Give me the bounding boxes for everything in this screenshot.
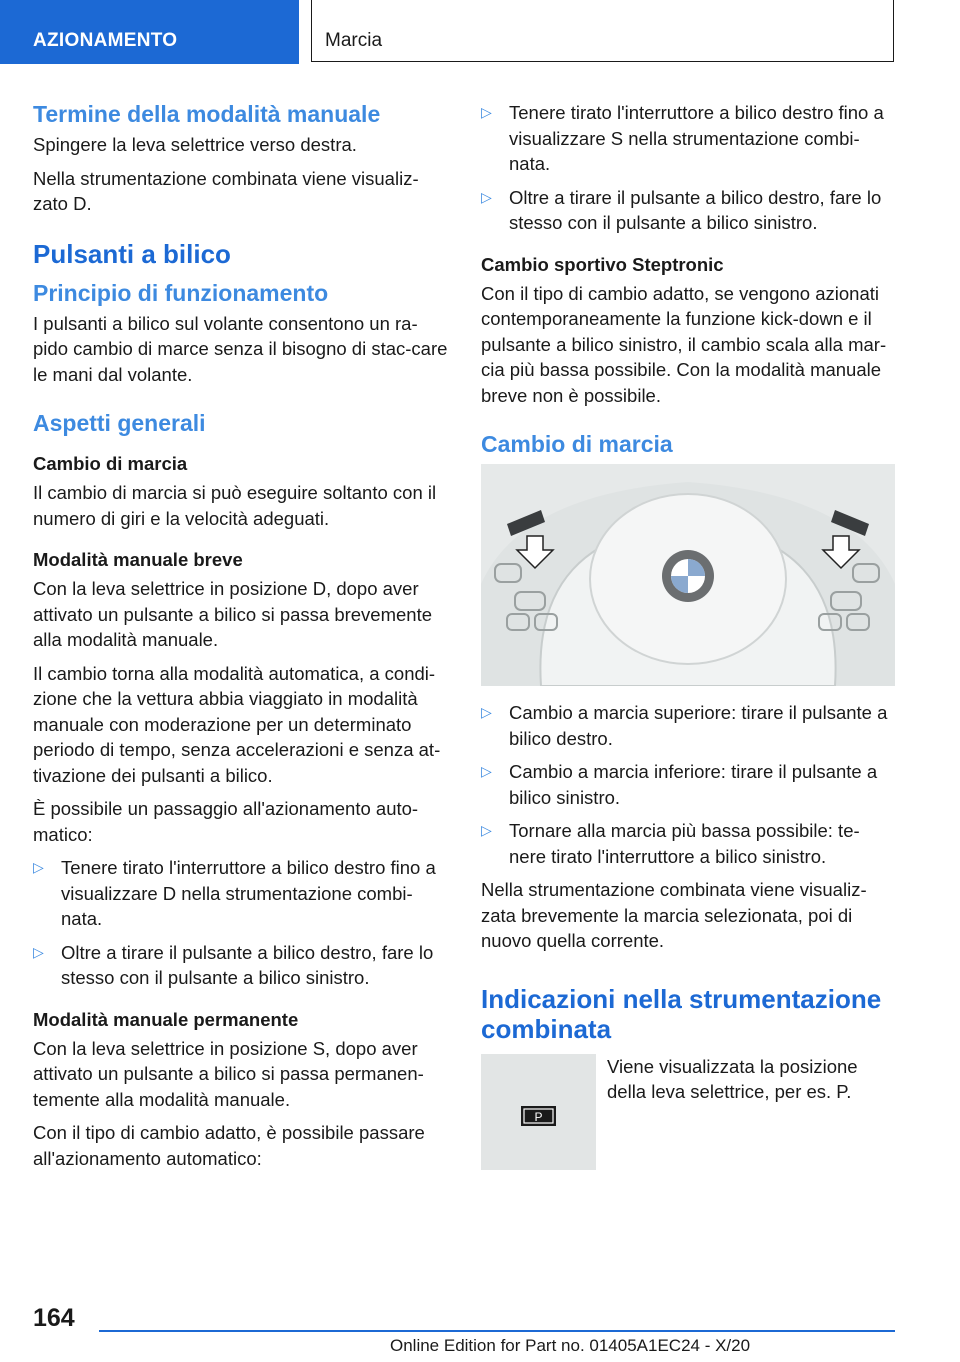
footer-edition: Online Edition for Part no. 01405A1EC24 - X/20 (390, 1336, 751, 1355)
bullet-triangle-icon: ▷ (481, 104, 492, 120)
paragraph: Il cambio di marcia si può eseguire soltanto con il numero di giri e la velocità adeguati. (33, 482, 437, 529)
list-item: ▷ Tenere tirato l'interruttore a bilico destro fino a visualizzare D nella strumentazione combi-nata. (33, 857, 436, 929)
paragraph: I pulsanti a bilico sul volante consentono un ra-pido cambio di marce senza il bisogno di stac-care le mani dal volante. (33, 312, 448, 385)
heading-paddles: Pulsanti a bilico (33, 238, 231, 269)
paragraph: Nella strumentazione combinata viene visualiz-zata brevemente la marcia selezionata, poi di nuovo quella corrente. (481, 879, 867, 951)
bullet-triangle-icon: ▷ (481, 704, 492, 720)
list-item: ▷ Tornare alla marcia più bassa possibile: te-nere tirato l'interruttore a bilico sinistro. (481, 820, 860, 867)
bullet-triangle-icon: ▷ (481, 822, 492, 838)
selector-display-image (481, 1054, 596, 1170)
paragraph: Con il tipo di cambio adatto, è possibile passare all'azionamento automatico: (33, 1122, 425, 1169)
heading-principle: Principio di funzionamento (33, 279, 329, 306)
subheading-steptronic: Cambio sportivo Steptronic (481, 253, 724, 275)
section-label: AZIONAMENTO (33, 30, 178, 51)
bullet-triangle-icon: ▷ (33, 859, 44, 875)
section-tab (0, 0, 299, 64)
heading-end-manual: Termine della modalità manuale (33, 101, 381, 127)
display-glyph: P (534, 1109, 543, 1124)
paragraph: Con il tipo di cambio adatto, se vengono azionati contemporaneamente la funzione kick-down e il pulsante a bilico sinistro, il cambio scala alla mar-cia più bassa possibile. Con la modalità manuale breve non è possibile. (481, 282, 887, 406)
list-item: ▷ Tenere tirato l'interruttore a bilico destro fino a visualizzare S nella strumentazione combi-nata. (481, 102, 884, 174)
paragraph: È possibile un passaggio all'azionamento auto-matico: (33, 798, 419, 845)
footer-rule (99, 1330, 895, 1332)
bullet-triangle-icon: ▷ (33, 943, 44, 960)
list-item: ▷ Oltre a tirare il pulsante a bilico destro, fare lo stesso con il pulsante a bilico sinistro. (481, 186, 882, 233)
paragraph: Spingere la leva selettrice verso destra. (33, 134, 357, 155)
bullet-triangle-icon: ▷ (481, 188, 492, 205)
heading-general: Aspetti generali (33, 410, 206, 436)
subheading-shift: Cambio di marcia (33, 453, 188, 474)
right-column (481, 100, 895, 1170)
paragraph: Con la leva selettrice in posizione S, dopo aver attivato un pulsante a bilico si passa permanen-temente alla modalità manuale. (33, 1037, 424, 1110)
list-item: ▷ Cambio a marcia superiore: tirare il pulsante a bilico destro. (481, 702, 888, 749)
bullet-triangle-icon: ▷ (481, 763, 492, 779)
list-item: ▷ Oltre a tirare il pulsante a bilico destro, fare lo stesso con il pulsante a bilico sinistro. (33, 941, 434, 988)
steering-wheel-illustration (481, 464, 895, 686)
chapter-label: Marcia (325, 30, 383, 51)
page-number: 164 (33, 1304, 75, 1332)
subheading-permanent-manual: Modalità manuale permanente (33, 1008, 299, 1030)
paragraph: Con la leva selettrice in posizione D, dopo aver attivato un pulsante a bilico si passa brevemente alla modalità manuale. (33, 578, 433, 650)
display-indicator-block (481, 1054, 895, 1170)
chapter-header (311, 0, 894, 62)
heading-gear-change: Cambio di marcia (481, 431, 673, 457)
paragraph: Viene visualizzata la posizione della leva selettrice, per es. P. (607, 1055, 858, 1102)
subheading-short-manual: Modalità manuale breve (33, 549, 243, 570)
left-column (33, 100, 449, 1179)
paragraph: Il cambio torna alla modalità automatica, a condi-zione che la vettura abbia viaggiato in modalità manuale con moderazione per un determinato periodo di tempo, senza accelerazioni e senza at-tivazione dei pulsanti a bilico. (33, 662, 441, 786)
paragraph: Nella strumentazione combinata viene visualiz-zato D. (33, 167, 419, 214)
heading-display: Indicazioni nella strumentazione combinata (481, 983, 882, 1044)
list-item: ▷ Cambio a marcia inferiore: tirare il pulsante a bilico sinistro. (481, 761, 878, 808)
